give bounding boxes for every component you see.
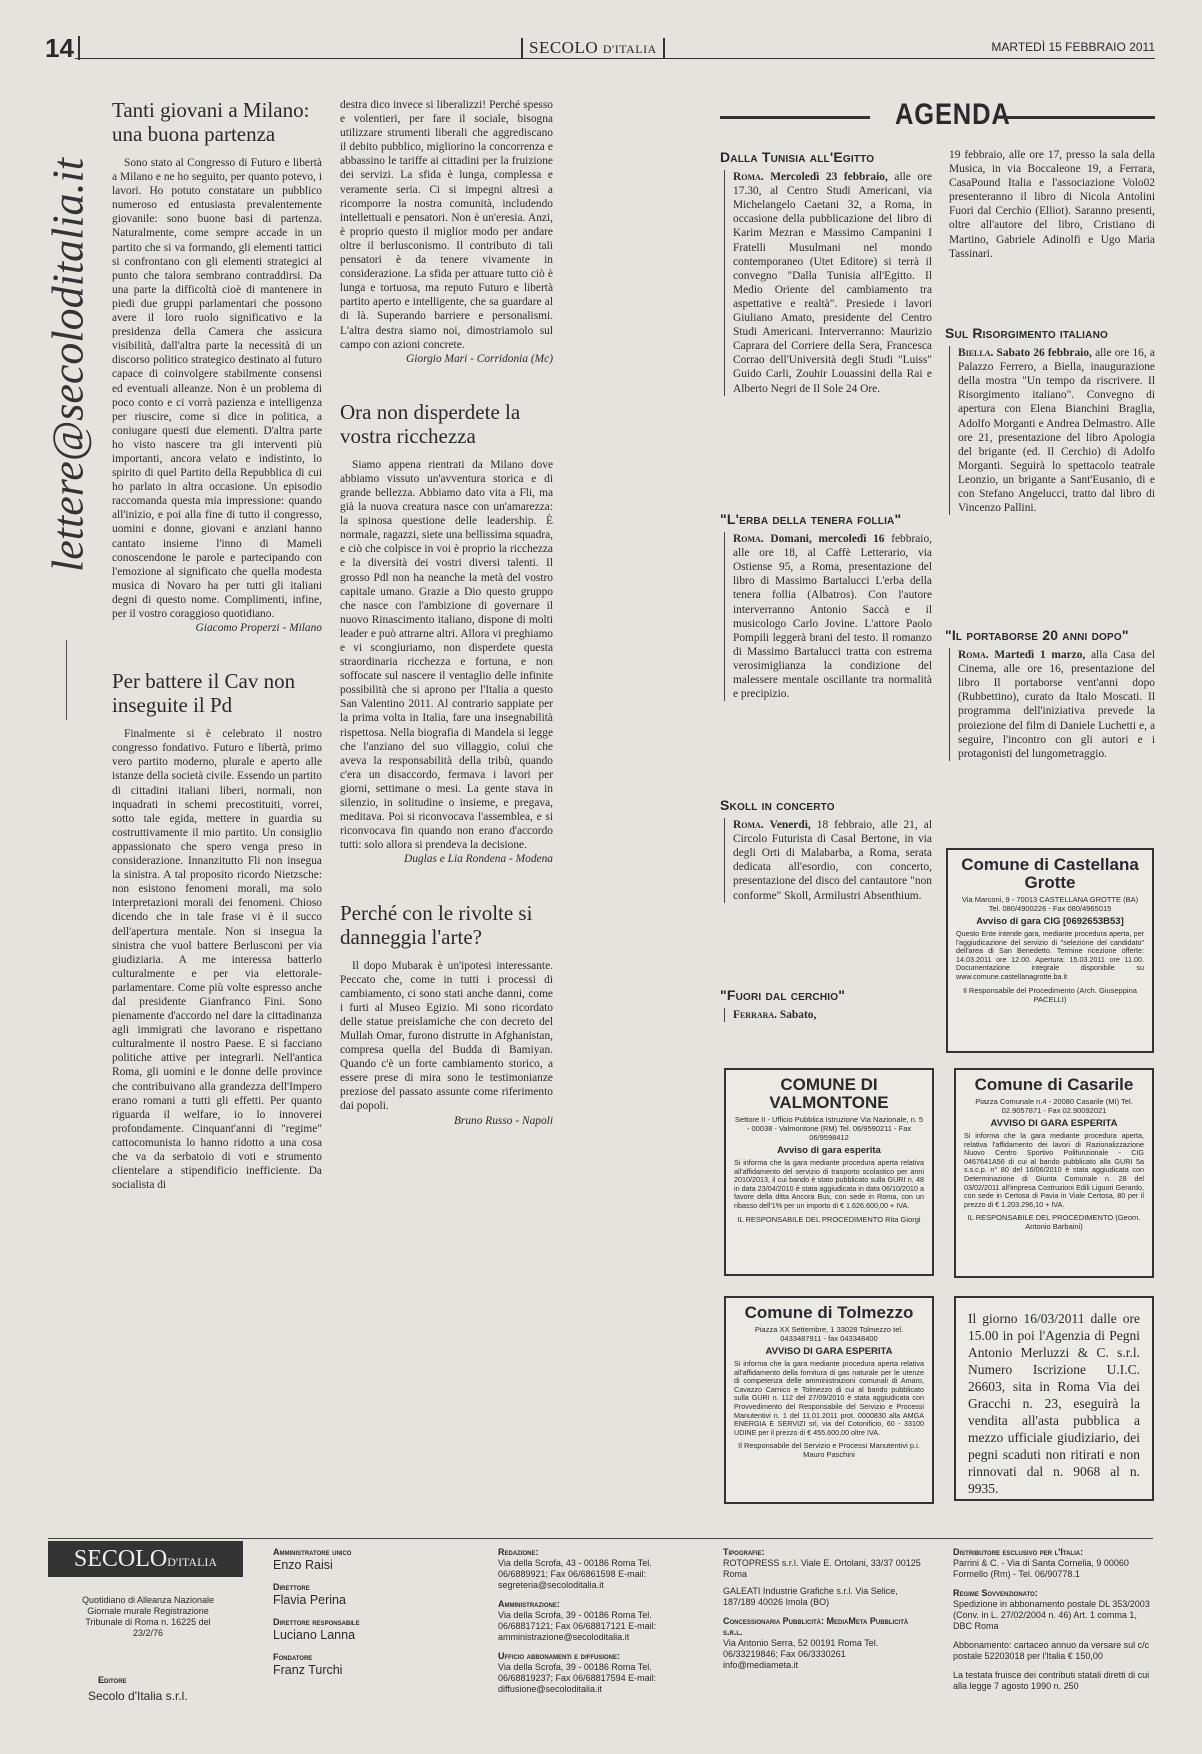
page-number: 14	[45, 36, 80, 60]
letter-3-headline: Ora non disperdete la vostra ricchezza	[340, 399, 521, 448]
pubblicita-block	[723, 1616, 923, 1671]
ad-text: Questo Ente intende gara, mediante procedura aperta, per l'aggiudicazione del servizio di "selezione del candidato" dell'area di San Benedetto. Termine ricezione offerte: 14.03.2011 ore 12.00. Apertura: 15.03.2011 ore 11.00. Documentazione integrale disponibile su www.comune.castellanagrotte.ba.it	[956, 929, 1144, 981]
agenda-header	[720, 98, 1155, 132]
ad-name: Comune di Castellana Grotte	[961, 855, 1139, 892]
ad-casarile	[954, 1068, 1154, 1278]
ad-text: Si informa che la gara mediante procedura aperta relativa all'affidamento del servizio di trasporto scolastico per anni 2010/2013, il cui bando è stato pubblicato sulla GURI n. 48 in data 23/04/2010 è stata aggiudicata in data 06/10/2010 a favore della ditta Ancora Bus, con sede in Roma, con un ribasso dell'1% per un importo di € 1.626.600,00 + IVA.	[734, 1158, 924, 1210]
sidebar-rule	[66, 640, 67, 720]
abbonamento-text: Abbonamento: cartaceo annuo da versare sul c/c postale 52203018 per l'Italia € 150,00	[953, 1640, 1150, 1661]
founder-name: Franz Turchi	[273, 1663, 343, 1677]
agenda-item-erba	[720, 512, 932, 701]
agenda-item-city: Roma.	[733, 819, 764, 832]
ad-title: AVVISO DI GARA ESPERITA	[990, 1118, 1118, 1129]
letter-4-headline: Perché con le rivolte si danneggia l'arte?	[340, 900, 533, 949]
admin-label: Amministratore unico	[273, 1547, 352, 1557]
ad-responsible: Il Responsabile del Procedimento (Arch. Giuseppina PACELLI)	[963, 985, 1137, 1004]
letter-2-body-part-2: destra dico invece si liberalizzi! Perché spesso e volentieri, per fare il sociale, bisogna utilizzare strumenti liberali che aggrediscano il debito pubblico, migliorino la concorrenza e abbassino le tariffe ai cittadini per la fruizione dei servizi. La sfida è lunga, complessa e veramente seria. Ci si impegni altresì a ricomporre la nostra comunità, includendo intellettuali e pensatori. Non è un'eresia. Anzi, è proprio questo il miglior modo per andare oltre il berlusconismo. Il contributo di tali pensatori è da tenere vivamente in considerazione. La sfida per attuare tutto ciò è lunga e tortuosa, ma reputo Futuro e libertà partito aperto e intelligente, che sa guardare al di là. Superando barriere e personalismi. L'altra destra siamo noi, dimostriamolo sul campo con azioni concrete.	[340, 99, 553, 351]
ad-name: Comune di Tolmezzo	[744, 1303, 914, 1322]
agenda-item-body	[724, 532, 932, 701]
spedizione-label: Regime Sovvenzionato:	[953, 1588, 1038, 1598]
ad-text: Il giorno 16/03/2011 dalle ore 15.00 in poi l'Agenzia di Pegni Antonio Merluzzi & C. s.r.l. Numero Iscrizione U.I.C. 26603, sita in Roma Via dei Gracchi n. 23, eseguirà la vendita all'asta pubblica a mezzo ufficiale giudiziario, dei pegni scaduti non ritirati e non rinnovati dal n. 9068 al n. 9935.	[968, 1311, 1140, 1496]
tipografie-block	[723, 1547, 923, 1608]
agenda-item-city: Ferrara.	[733, 1009, 778, 1022]
ad-title: Avviso di gara esperita	[777, 1145, 881, 1156]
agenda-rule-left	[720, 116, 870, 119]
spedizione-text: Spedizione in abbonamento postale DL 353/2003 (Conv. in L. 27/02/2004 n. 46) Art. 1 comma 1, DBC Roma	[953, 1599, 1150, 1631]
agenda-item-lead: Sabato,	[779, 1009, 817, 1022]
footer-staff	[273, 1547, 463, 1687]
agenda-item-body	[724, 818, 932, 903]
agenda-item-body	[724, 1008, 932, 1022]
letter-3-signature: Duglas e Lia Rondena - Modena	[403, 853, 553, 866]
distributore-text: Parrini & C. - Via di Santa Cornelia, 9 00060 Formello (Rm) - Tel. 06/90778.1	[953, 1558, 1129, 1579]
ad-text: Si informa che la gara mediante procedura aperta relativa all'affidamento della fornitura di gas naturale per le utenze di competenza delle amministrazioni comunali di Amaro, Cavazzo Carnico e Tolmezzo di cui al bando pubblicato sulla GURI n. 112 del 27/09/2010 è stata aggiudicata con Provvedimento del Responsabile del Servizio e Processi Manutentivi n. 1 del 11.01.2011 prot. 0000830 alla AMGA ENERGIA E SERVIZI srl, via del Cotonificio, 60 - 33100 UDINE per il prezzo di € 455.600,00 oltre IVA.	[734, 1359, 924, 1437]
ad-tolmezzo	[724, 1296, 934, 1504]
agenda-rule-right	[1005, 116, 1155, 119]
redazione-block	[498, 1547, 688, 1591]
agenda-item-text: 18 febbraio, alle 21, al Circolo Futurista di Casal Bertone, in via degli Orti di Malabarba, a Roma, serata dedicata all'esordio, con concerto, presentazione del disco del cantautore "non conforme" Skoll, Armilustri Absenthium.	[733, 819, 932, 902]
agenda-item-text: alla Casa del Cinema, alle ore 16, presentazione del libro Il portaborse vent'anni dopo (Rubbettino), curato da Italo Moscati. Il programma dell'iniziativa prevede la proiezione del film di Daniele Luchetti e, a seguire, l'incontro con gli autori e i protagonisti del lungometraggio.	[958, 649, 1155, 760]
agenda-item-city: Roma.	[733, 533, 764, 546]
director-name: Flavia Perina	[273, 1593, 346, 1607]
resp-director-label: Direttore responsabile	[273, 1617, 360, 1627]
ad-address: Settore II - Ufficio Pubblica Istruzione Via Nazionale, n. 5 - 00038 - Valmontone (RM) Tel. 06/9590211 - Fax 06/9598412	[734, 1115, 924, 1142]
letter-4-signature: Bruno Russo - Napoli	[453, 1114, 553, 1127]
logo-small: D'ITALIA	[167, 1555, 218, 1569]
ad-responsible: IL RESPONSABILE DEL PROCEDIMENTO (Geom. Antonio Barbaini)	[967, 1213, 1141, 1232]
ad-title: Avviso di gara CIG [0692653B53]	[976, 916, 1124, 927]
tipografia-1: ROTOPRESS s.r.l. Viale E. Ortolani, 33/37 00125 Roma	[723, 1558, 921, 1579]
agenda-item-title: "L'erba della tenera follia"	[720, 511, 902, 527]
ad-responsible: Il Responsabile del Servizio e Processi Manutentivi p.i. Mauro Paschini	[738, 1441, 920, 1460]
letter-1-headline: Tanti giovani a Milano: una buona partenza	[112, 98, 310, 146]
masthead	[521, 38, 665, 59]
letter-2-body-part-1: Finalmente si è celebrato il nostro congresso fondativo. Futuro e libertà, primo vero partito moderno, plurale e aperto alle istanze della società civile. Essendo un partito di cittadini italiani liberi, normali, non inquadrati in schemi precostituiti, vorrei, sotto tale egida, mettere in guardia su costruttivamente il mio partito. Un consiglio appassionato che spero venga preso in considerazione. Innanzitutto Fli non insegua la sinistra. A tal proposito ricordo Nietzsche: non esistono fenomeni morali, ma solo interpretazioni morali dei fenomeni. Chioso dicendo che in tale frase vi è il succo dell'apertura mentale. Non si insegua la sinistra che vuol battere Berlusconi per via giudiziaria. A me interessa batterlo culturalmente e per via elettorale-parlamentare. Come più volte espresso anche dal presidente Gianfranco Fini. Sono pienamente d'accordo nel dare la cittadinanza agli immigrati che lavorano e rispettano culturalmente il nostro Paese. E si facciano politiche attive per integrarli. Nell'antica Roma, gli uomini e le donne delle province che contribuivano alla grandezza dell'Impero erano romani a tutti gli effetti. Per quanto riguarda il welfare, io lo innoverei profondamente. Cinquant'anni di "regime" cattocomunista lo hanno ridotto a una cosa che va da serbatoio di voti e strumento clientelare a stipendificio inefficiente. Da socialista di	[112, 728, 322, 1192]
agenda-item-text: 19 febbraio, alle ore 17, presso la sala della Musica, in via Boccaleone 19, a Ferrara, CasaPound Italia e l'associazione Volo02 presenteranno il libro di Nicola Antolini Fuori dal Cerchio (Elliot). Saranno presenti, oltre all'autore del libro, Cristiano di Martino, Gabriele Adinolfi e Ugo Maria Tassinari.	[949, 149, 1155, 260]
agenda-item-lead: Venerdì,	[769, 819, 811, 832]
editor-label: Editore	[98, 1675, 127, 1685]
agenda-item-title: "Fuori dal cerchio"	[720, 987, 846, 1003]
ad-address: Piazza Comunale n.4 - 20080 Casarile (MI) Tel. 02.9057871 - Fax 02.90092021	[975, 1097, 1133, 1115]
agenda-item-lead: Martedì 1 marzo,	[994, 649, 1086, 662]
ad-text: Si informa che la gara mediante procedura aperta, relativa l'affidamento dei lavori di Razionalizzazione Nuovo Centro Sportivo Polifunzionale - CIG 0467641A56 di cui al bando pubblicato alla GURI 5a s.s.c.p. n° 80 del 16/06/2010 è stata aggiudicata con Determinazione di Giunta Comunale n. 28 del 03/02/2011 all'impresa Costruzioni Edili Liguori Gerardo, con sede in Certosa di Pavia in Viale Certosa, 80 per il prezzo di € 1.203.296,10 + IVA.	[964, 1131, 1144, 1209]
ad-address: Piazza XX Settembre, 1 33028 Tolmezzo tel. 0433487911 - fax 043348400	[754, 1325, 904, 1343]
agenda-item-cerchio-cont	[945, 148, 1155, 261]
amministrazione-block	[498, 1599, 688, 1643]
amministrazione-label: Amministrazione:	[498, 1599, 560, 1609]
agenda-item-risorgimento	[945, 326, 1155, 515]
agenda-item-body	[724, 170, 932, 396]
redazione-text: Via della Scrofa, 43 - 00186 Roma Tel. 06/6889921; Fax 06/6861598 E-mail: segreteria@secoloditalia.it	[498, 1558, 652, 1590]
footer-offices	[498, 1547, 688, 1703]
ad-pawn-auction	[954, 1296, 1154, 1501]
admin-name: Enzo Raisi	[273, 1558, 333, 1572]
logo-name: SECOLO	[73, 1546, 168, 1572]
testata-text: La testata fruisce dei contributi statali diretti di cui alla legge 7 agosto 1990 n. 250	[953, 1670, 1150, 1691]
ad-valmontone	[724, 1068, 934, 1276]
agenda-item-city: Biella.	[958, 347, 994, 360]
letters-email-label	[43, 95, 93, 635]
agenda-item-body	[949, 648, 1155, 761]
ad-name: COMUNE DI VALMONTONE	[769, 1075, 889, 1112]
editor-name: Secolo d'Italia s.r.l.	[88, 1689, 188, 1703]
agenda-item-title: Sul Risorgimento italiano	[945, 325, 1108, 341]
ad-castellana-grotte	[946, 848, 1154, 1053]
agenda-item-text: alle ore 16, a Palazzo Ferrero, a Biella, inaugurazione della mostra "Un tempo da riscrivere. Il Risorgimento italiano". Convegno di apertura con Elena Bianchini Braglia, Adolfo Morganti e Andrea Delmastro. Alle ore 21, presentazione del libro Apologia del brigante (ed. Il Cerchio) di Adolfo Morganti. Seguirà lo spettacolo teatrale Leonzio, un brigante a Sant'Eusanio, di e con Stefano Angelucci, tratto dal libro di Vincenzo Pallini.	[958, 347, 1155, 515]
footer-distribution	[953, 1547, 1153, 1700]
footer-registration: Quotidiano di Alleanza Nazionale Giornale murale Registrazione Tribunale di Roma n. 16225 del 23/2/76	[81, 1595, 215, 1638]
director-label: Direttore	[273, 1582, 310, 1592]
footer-logo	[48, 1541, 243, 1577]
letter-3-body: Siamo appena rientrati da Milano dove abbiamo vissuto un'avventura storica e di grande bellezza. Abbiamo dato vita a Fli, ma già la nuova creatura nasce con un'amarezza: la spinosa questione delle leadership. È normale, ragazzi, siete una bellissima squadra, e ciò che colpisce in voi è proprio la ricchezza e la diversità dei vostri diversi talenti. Il grosso Pdl non ha neanche la metà del vostro capitale umano. Grazie a Dio questo gruppo che nasce con l'ambizione di governare il nuovo Rinascimento italiano, dispone di molti leader e può attrarne altri. Allora vi preghiamo e vi scongiuriamo, non disperdete questa straordinaria ricchezza e fortuna, e non soffocate sul nascere il ventaglio delle infinite possibilità che si aprono per l'Italia a questo San Valentino 2011. Al contrario sappiate per la prima volta in Italia, fare una insegnabilità rispettosa. Nella biografia di Mandela si legge che l'anziano del suo villaggio, colui che aveva la responsabilità della tribù, quando c'era un disaccordo, fermava i lavori per giorni, settimane o mesi. La gente stava in silenzio, in solitudine o insieme, e pregava, meditava. Poi si riconvocava l'assemblea, e si riconvocava fin quando non erano d'accordo tutti: solo allora si prendeva la decisione.	[340, 458, 553, 852]
letter-2-signature: Giorgio Mari - Corridonia (Mc)	[405, 352, 553, 365]
letters-column-2	[340, 98, 553, 1128]
redazione-label: Redazione:	[498, 1547, 539, 1557]
agenda-item-city: Roma.	[733, 171, 764, 184]
agenda-item-title: "Il portaborse 20 anni dopo"	[945, 627, 1129, 643]
agenda-item-body	[945, 148, 1155, 261]
ad-responsible: IL RESPONSABILE DEL PROCEDIMENTO Rita Giorgi	[737, 1214, 921, 1224]
letter-1-body: Sono stato al Congresso di Futuro e libertà a Milano e ne ho seguito, per quanto potevo, i lavori. Ho potuto constatare un pubblico numeroso ed entusiasta prevalentemente giovanile: sono buone basi di partenza. Naturalmente, come sempre accade in un partito che si va formando, gli elementi tattici si confrontano con gli elementi strategici al punto che talora sembrano contraddirsi. Da una parte la difficoltà cioè di mantenere in piedi due gruppi parlamentari che possono avere il loro ruolo significativo e la presidenza della Camera che assicura visibilità, dall'altra parte la necessità di un discorso politico strategico destinato al futuro capace di coinvolgere stabilmente consensi ed eventuali alleanze. Non è un problema di poco conto e ci vorrà pazienza e intelligenza per riuscire, come si dice in politica, a coniugare questi due elementi. D'altra parte ho visto nascere tra gli interventi più importanti, ancora velato e indistinto, lo spirito di quel Partito della Repubblica di cui ho parlato in altra occasione. Un episodio raccomanda questa mia impressione: quando all'inizio, e poi alla fine di tutto il congresso, uomini e donne, giovani e anziani hanno cantato insieme l'inno di Mameli conoscendone le parole e partecipando con l'emozione al significato che quella modesta musica di Novaro ha per tutti gli italiani degni di questo nome. Complimenti, infine, per il vostro coraggioso quotidiano.	[112, 157, 322, 620]
colophon	[48, 1538, 1153, 1728]
tipografie-label: Tipografie:	[723, 1547, 765, 1557]
agenda-item-lead: Sabato 26 febbraio,	[996, 347, 1092, 360]
agenda-item-portaborse	[945, 628, 1155, 761]
agenda-item-skoll	[720, 798, 932, 903]
amministrazione-text: Via della Scrofa, 39 - 00186 Roma Tel. 06/68817121; Fax 06/68817121 E-mail: amministrazione@secoloditalia.it	[498, 1610, 657, 1642]
distributore-block	[953, 1547, 1153, 1580]
ad-title: AVVISO DI GARA ESPERITA	[765, 1346, 893, 1357]
founder-label: Fondatore	[273, 1652, 313, 1662]
ad-name: Comune di Casarile	[974, 1075, 1134, 1094]
footer-printers	[723, 1547, 923, 1679]
abbonamenti-block	[498, 1651, 688, 1695]
pubblicita-label: Concessionaria Pubblicità: MediaMeta Pubblicità s.r.l.	[723, 1616, 909, 1637]
agenda-title: AGENDA	[895, 98, 1011, 131]
agenda-item-cerchio-start	[720, 988, 932, 1022]
agenda-item-city: Roma.	[958, 649, 989, 662]
agenda-item-text: alle ore 17.30, al Centro Studi Americani, via Michelangelo Caetani 32, a Roma, in occasione della pubblicazione del libro di Karim Mezran e Massimo Campanini I Fratelli Musulmani nel mondo contemporaneo (Utet Editore) si terrà il convegno "Dalla Tunisia all'Egitto. Il Medio Oriente del cambiamento tra aspettative e realtà". Presiede i lavori Giuliano Amato, presidente del Centro Studi Americani. Interverranno: Maurizio Caprara del Corriere della Sera, Francesca Corrao dell'Università degli Studi "Luiss" Guido Carli, Zouhir Louassini della Rai e Alberto Negri de Il Sole 24 Ore.	[733, 171, 932, 395]
letter-2-headline: Per battere il Cav non inseguite il Pd	[112, 669, 296, 718]
masthead-small: D'ITALIA	[602, 42, 657, 56]
letter-1-signature: Giacomo Properzi - Milano	[195, 622, 322, 635]
letter-4-body: Il dopo Mubarak è un'ipotesi interessante. Peccato che, come in tutti i processi di cambiamento, ci sono stati anche danni, come i furti al Museo Egizio. Mi sono ricordato delle statue preislamiche che con decreto del Mullah Omar, furono distrutte in Afghanistan, compresa quella del Budda di Bamiyan. Quando c'è un forte cambiamento storico, a essere prese di mira sono le testimonianze preziose del passato assunte come riferimento dai popoli.	[340, 959, 553, 1113]
distributore-label: Distributore esclusivo per l'Italia:	[953, 1547, 1084, 1557]
agenda-item-lead: Domani, mercoledì 16	[770, 533, 885, 546]
spedizione-block	[953, 1588, 1153, 1632]
agenda-item-title: Dalla Tunisia all'Egitto	[720, 149, 875, 165]
abbonamenti-text: Via della Scrofa, 39 - 00186 Roma Tel. 06/68819237; Fax 06/68817594 E-mail: diffusione@secoloditalia.it	[498, 1662, 657, 1694]
page-header	[45, 33, 1155, 63]
resp-director-name: Luciano Lanna	[273, 1628, 356, 1642]
tipografia-2: GALEATI Industrie Grafiche s.r.l. Via Selice, 187/189 40026 Imola (BO)	[723, 1586, 898, 1607]
agenda-item-lead: Mercoledì 23 febbraio,	[770, 171, 888, 184]
issue-date: MARTEDÌ 15 FEBBRAIO 2011	[991, 40, 1155, 54]
abbonamenti-label: Ufficio abbonamenti e diffusione:	[498, 1651, 620, 1661]
letters-column-1	[112, 98, 322, 1192]
agenda-item-tunisia	[720, 150, 932, 396]
letters-email-text: lettere@secoloditalia.it	[43, 158, 93, 572]
agenda-item-body	[949, 346, 1155, 515]
agenda-item-title: Skoll in concerto	[720, 797, 835, 813]
agenda-item-text: febbraio, alle ore 18, al Caffè Letterario, via Ostiense 95, a Roma, presentazione del libro di Massimo Bartalucci L'erba della tenera follia (Albatros). Con l'autore interverranno Antonio Saccà e il musicologo Carlo Jovine. L'attore Paolo Pompili leggerà brani del testo. Il romanzo di Massimo Bartalucci tratta con estrema verosimiglianza la condizione del malessere mentale oscillante tra normalità e precipizio.	[733, 533, 932, 701]
masthead-name: SECOLO	[529, 38, 599, 57]
pubblicita-text: Via Antonio Serra, 52 00191 Roma Tel. 06/33219846; Fax 06/3330261 info@mediameta.it	[723, 1638, 879, 1670]
ad-address: Via Marconi, 9 - 70013 CASTELLANA GROTTE (BA) Tel. 080/4900226 - Fax 080/4965015	[961, 895, 1139, 913]
